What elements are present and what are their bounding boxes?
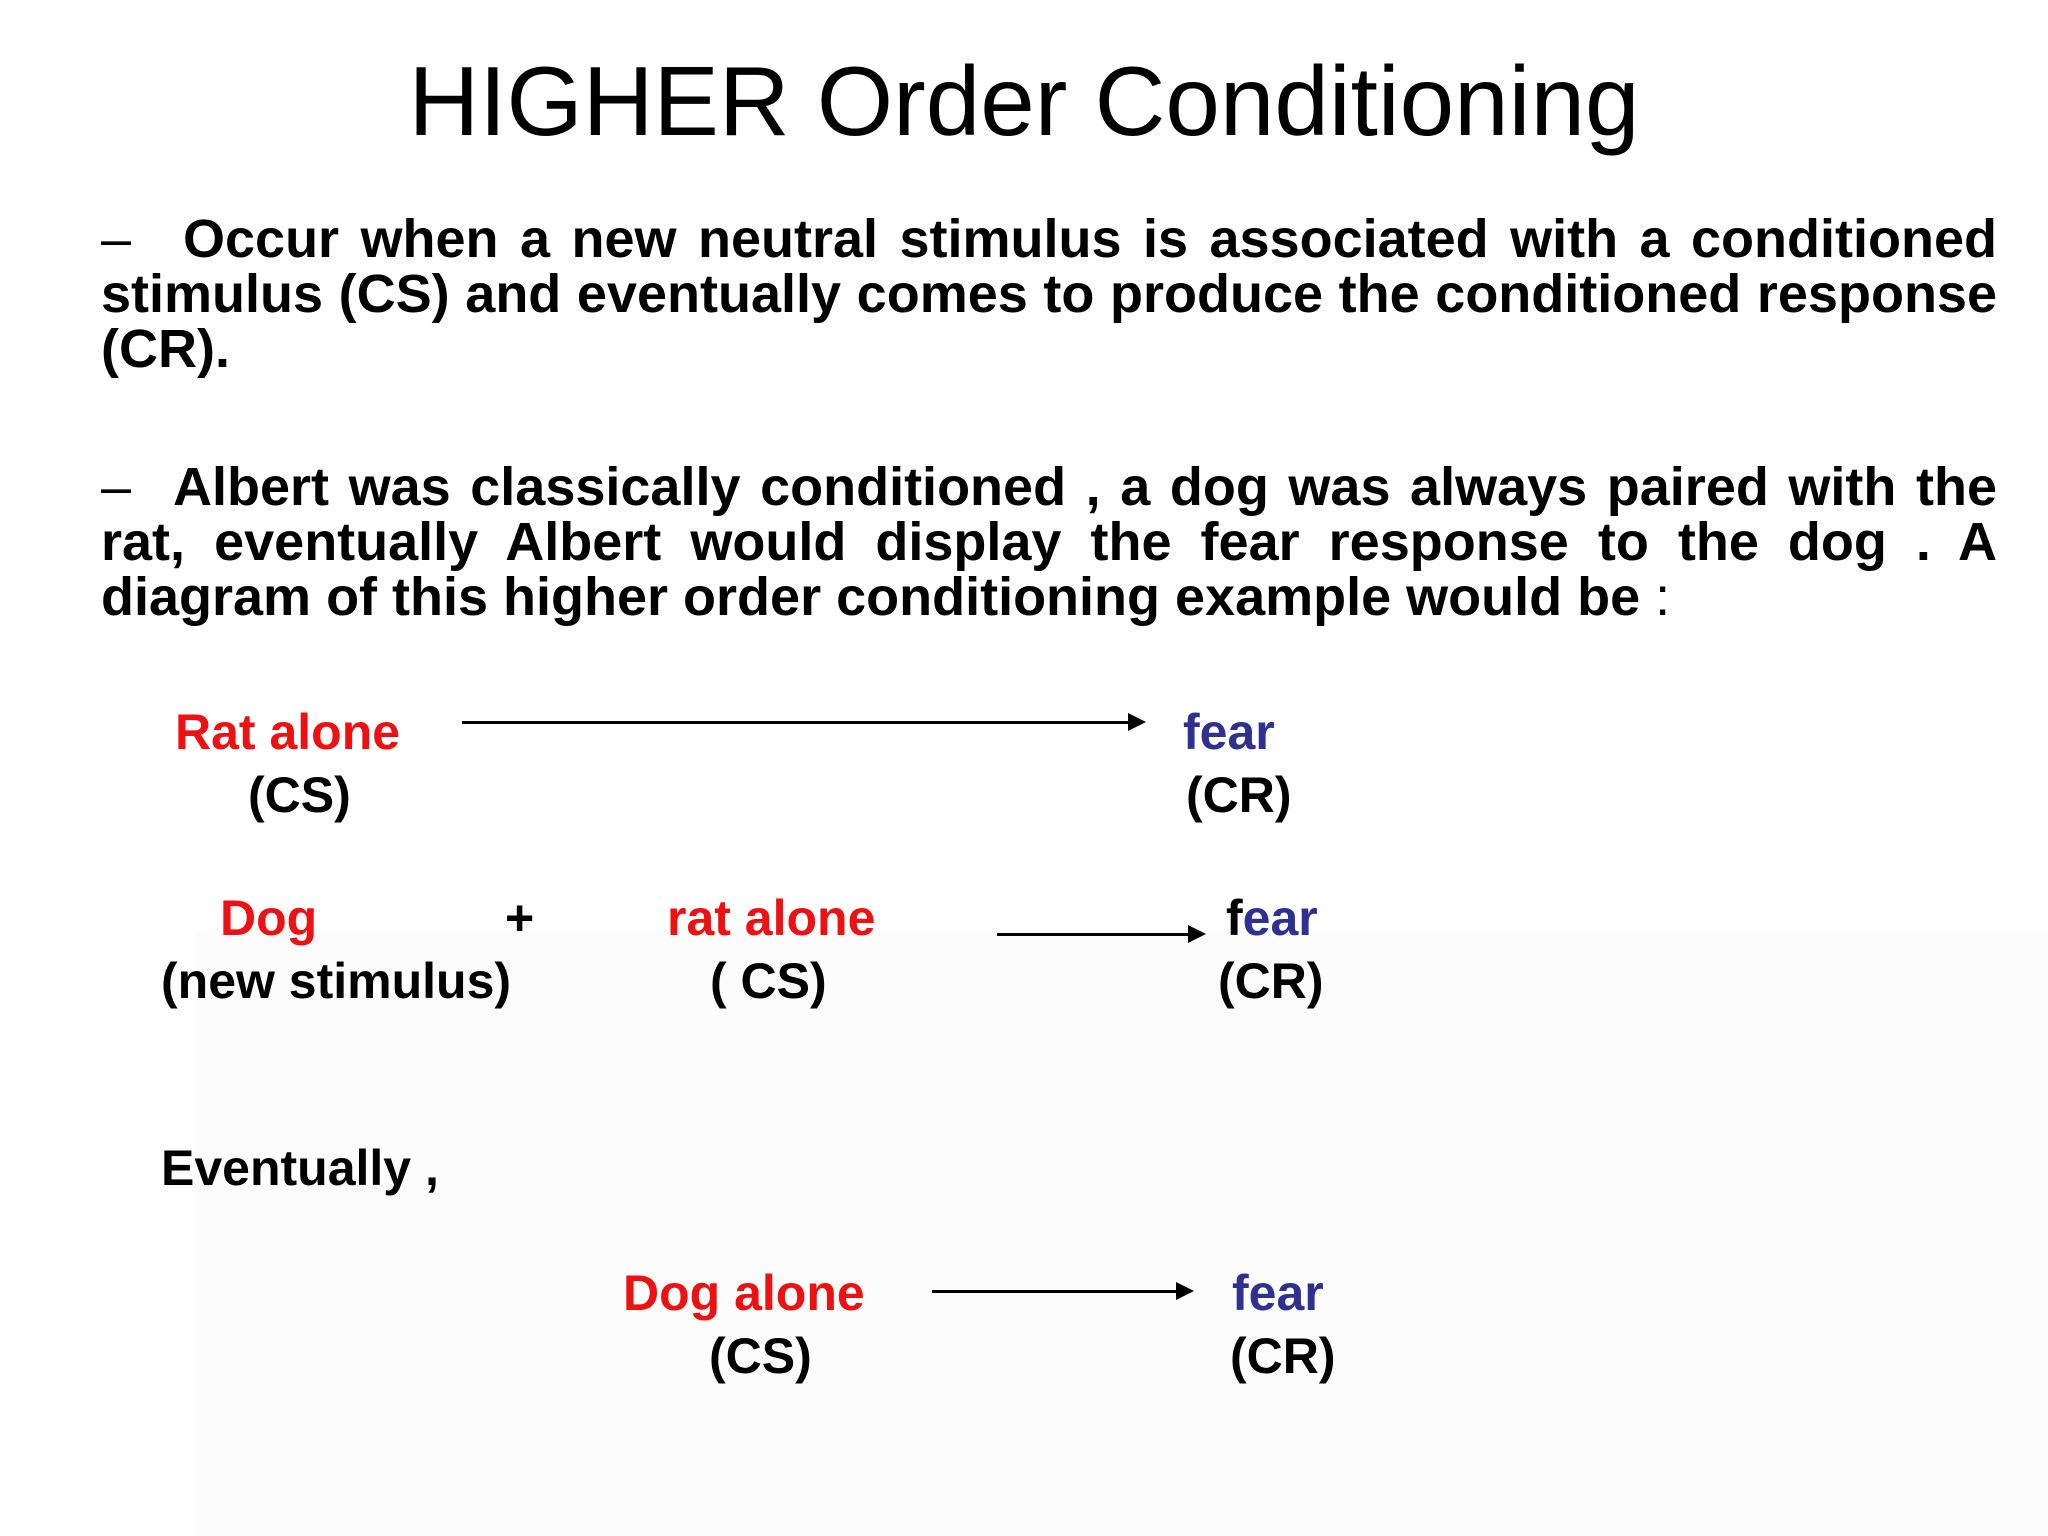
bullet-dash: – bbox=[101, 457, 132, 517]
row2-stimulus: rat alone bbox=[667, 890, 876, 946]
row1-stimulus: Rat alone bbox=[175, 704, 401, 760]
row3-arrow bbox=[932, 1290, 1190, 1293]
paragraph-definition bbox=[101, 209, 1997, 379]
row1-response: fear bbox=[1183, 704, 1275, 760]
row2-plus: + bbox=[505, 890, 535, 946]
row2-response bbox=[1226, 888, 1318, 948]
paragraph-example bbox=[101, 457, 1997, 627]
row1-arrow bbox=[462, 721, 1142, 724]
eventually-label: Eventually , bbox=[161, 1140, 439, 1196]
row2-arrow bbox=[997, 933, 1202, 936]
row3-stimulus: Dog alone bbox=[623, 1265, 865, 1321]
row3-stimulus-type: (CS) bbox=[709, 1328, 812, 1384]
row3-response: fear bbox=[1232, 1265, 1324, 1321]
row2-response-type: (CR) bbox=[1218, 953, 1324, 1009]
row1-response-type: (CR) bbox=[1186, 767, 1292, 823]
row2-stimulus-type: ( CS) bbox=[710, 953, 827, 1009]
example-text: Albert was classically conditioned , a dog was always paired with the rat, eventually Albert would display the fear response to the dog . A diagram of this higher order conditioning example would be bbox=[101, 457, 1997, 627]
row3-response-type: (CR) bbox=[1230, 1328, 1336, 1384]
background-panel bbox=[195, 930, 2048, 1536]
row2-new-stimulus: Dog bbox=[220, 890, 318, 946]
row2-new-stimulus-type: (new stimulus) bbox=[161, 953, 512, 1009]
definition-text: Occur when a new neutral stimulus is associated with a conditioned stimulus (CS) and eventually comes to produce the conditioned response (CR). bbox=[101, 209, 1997, 379]
row2-response-f: f bbox=[1226, 890, 1243, 946]
row2-response-rest: ear bbox=[1242, 890, 1318, 946]
row1-stimulus-type: (CS) bbox=[248, 767, 351, 823]
slide-title: HIGHER Order Conditioning bbox=[408, 46, 1640, 156]
bullet-dash: – bbox=[101, 209, 132, 269]
example-colon: : bbox=[1640, 567, 1671, 627]
